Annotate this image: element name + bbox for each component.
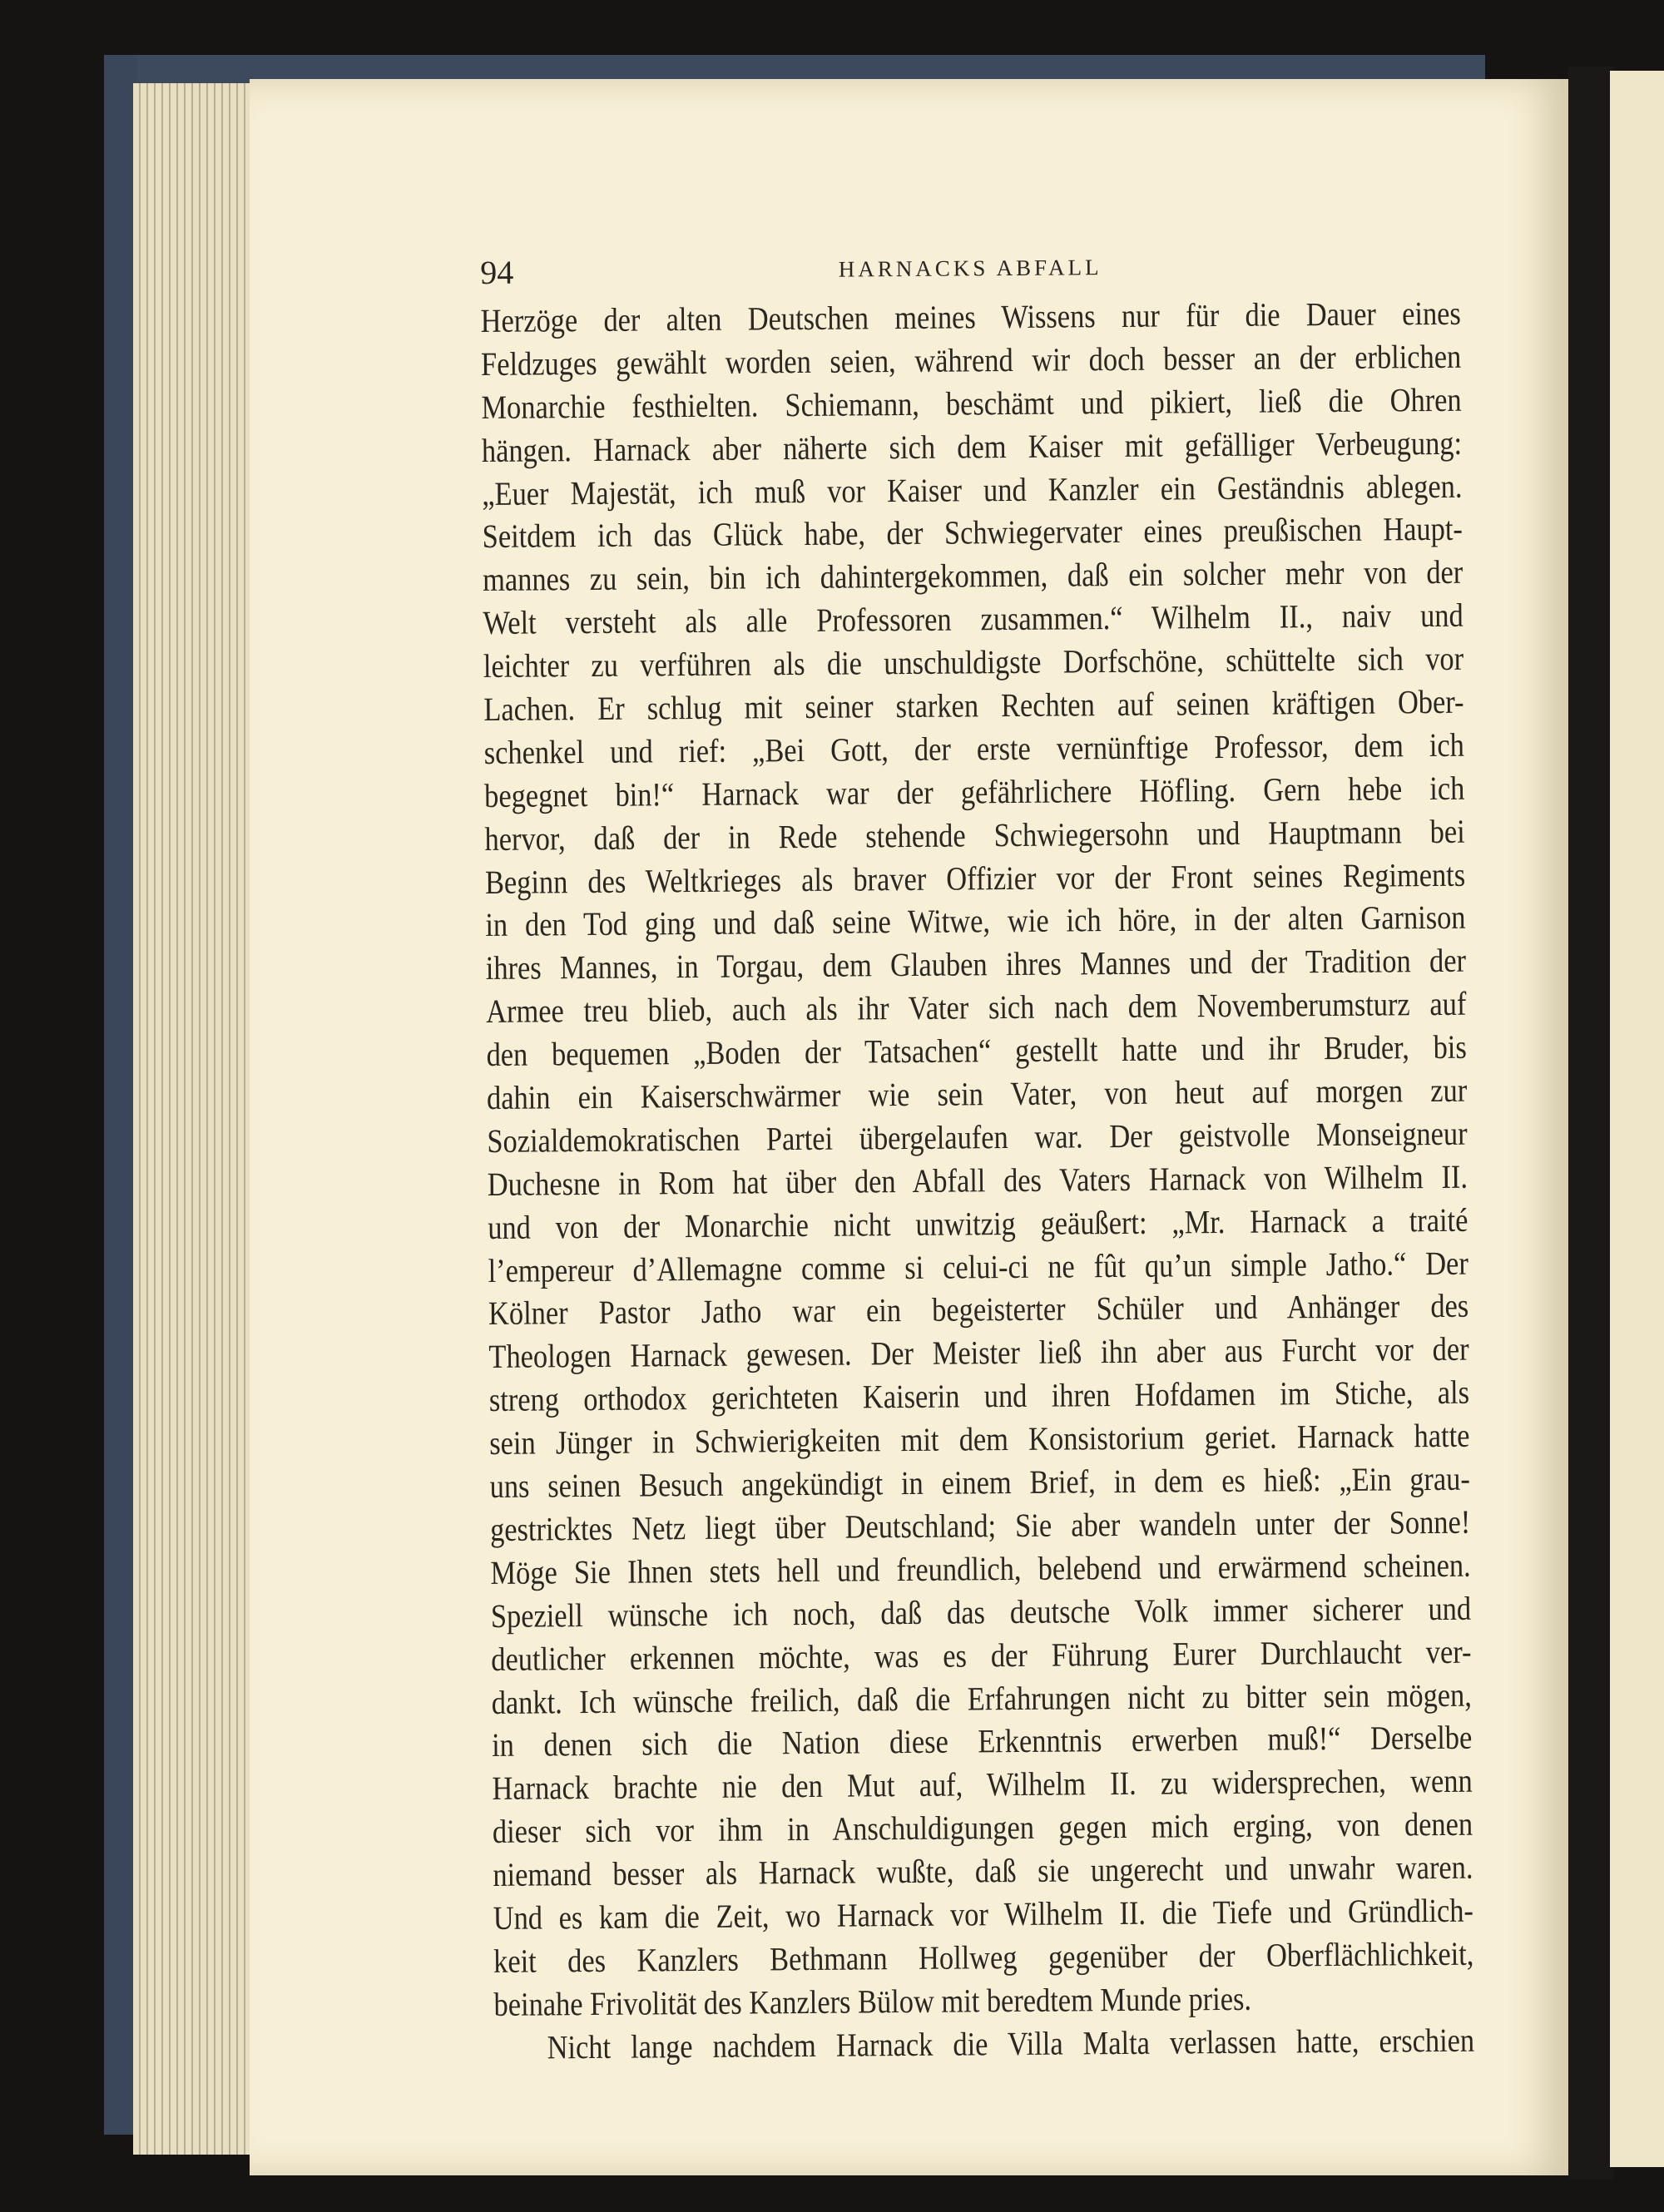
text-line: dankt. Ich wünsche freilich, daß die Erfahrungen nicht zu bitter sein mögen, [491,1675,1473,1721]
text-line: Herzöge der alten Deutschen meines Wissens nur für die Dauer eines [480,294,1462,339]
text-line: Kölner Pastor Jatho war ein begeisterter Schüler und Anhänger des [488,1287,1469,1333]
text-line: Harnack brachte nie den Mut auf, Wilhelm II. zu widersprechen, wenn [492,1761,1473,1808]
text-line: mannes zu sein, bin ich dahintergekommen, daß ein solcher mehr von der [482,553,1463,599]
text-line: und von der Monarchie nicht unwitzig geäußert: „Mr. Harnack a traité [488,1200,1468,1246]
running-title: HARNACKS ABFALL [838,255,1102,282]
page-header [480,242,1460,299]
text-line: begegnet bin!“ Harnack war der gefährlichere Höfling. Gern hebe ich [483,769,1465,814]
book-cover-spine-edge [104,55,137,2135]
text-line: niemand besser als Harnack wußte, daß sie ungerecht und unwahr waren. [493,1848,1473,1894]
text-line: leichter zu verführen als die unschuldigste Dorfschöne, schüttelte sich vor [483,639,1464,685]
text-line: Lachen. Er schlug mit seiner starken Rechten auf seinen kräftigen Ober- [483,682,1464,728]
text-line: Beginn des Weltkrieges als braver Offizier vor der Front seines Regiments [484,855,1466,901]
text-line: Armee treu blieb, auch als ihr Vater sich nach dem Novemberumsturz auf [486,984,1467,1031]
text-line: dahin ein Kaiserschwärmer wie sein Vater, von heut auf morgen zur [486,1071,1468,1116]
text-line: hervor, daß der in Rede stehende Schwiegersohn und Hauptmann bei [484,812,1465,858]
text-line: den bequemen „Boden der Tatsachen“ gestellt hatte und ihr Bruder, bis [486,1027,1467,1074]
text-line: hängen. Harnack aber näherte sich dem Kaiser mit gefälliger Verbeugung: [481,423,1463,469]
page-number: 94 [480,253,514,291]
text-line: deutlicher erkennen möchte, was es der Führung Eurer Durchlaucht ver- [491,1632,1472,1678]
text-line: ihres Mannes, in Torgau, dem Glauben ihres Mannes und der Tradition der [485,942,1467,987]
text-line: gestricktes Netz liegt über Deutschland; Sie aber wandeln unter der Sonne! [489,1502,1471,1548]
text-line: Sozialdemokratischen Partei übergelaufen war. Der geistvolle Monseigneur [487,1114,1468,1160]
text-line: Welt versteht als alle Professoren zusammen.“ Wilhelm II., naiv und [483,596,1463,642]
text-line: beinahe Frivolität des Kanzlers Bülow mit beredtem Munde pries. [493,1979,1252,2023]
text-line: in denen sich die Nation diese Erkenntnis erwerben muß!“ Derselbe [491,1719,1473,1764]
text-line: dieser sich vor ihm in Anschuldigungen gegen mich erging, von denen [492,1804,1473,1851]
text-line: Speziell wünsche ich noch, daß das deutsche Volk immer sicherer und [490,1589,1472,1635]
text-line: Duchesne in Rom hat über den Abfall des Vaters Harnack von Wilhelm II. [487,1157,1468,1203]
text-line: Monarchie festhielten. Schiemann, beschämt und pikiert, ließ die Ohren [481,380,1462,426]
text-line: sein Jünger in Schwierigkeiten mit dem Konsistorium geriet. Harnack hatte [489,1416,1470,1462]
page-content [480,240,1634,2069]
text-line: Möge Sie Ihnen stets hell und freundlich, belebend und erwärmend scheinen. [490,1546,1471,1591]
text-line: in den Tod ging und daß seine Witwe, wie ich höre, in der alten Garnison [485,898,1466,944]
body-text [480,292,1474,2070]
text-line: „Euer Majestät, ich muß vor Kaiser und Kanzler ein Geständnis ablegen. [482,467,1463,512]
text-line: uns seinen Besuch angekündigt in einem Brief, in dem es hieß: „Ein grau- [489,1459,1471,1506]
text-line: streng orthodox gerichteten Kaiserin und ihren Hofdamen im Stiche, als [488,1373,1470,1419]
text-line: Seitdem ich das Glück habe, der Schwiegervater eines preußischen Haupt- [482,510,1463,556]
text-line: Theologen Harnack gewesen. Der Meister ließ ihn aber aus Furcht vor der [488,1330,1469,1376]
text-line: l’empereur d’Allemagne comme si celui-ci ne fût qu’un simple Jatho.“ Der [488,1244,1468,1289]
text-line: keit des Kanzlers Bethmann Hollweg gegenüber der Oberflächlichkeit, [493,1934,1474,1980]
page-stack-edges [133,83,258,2155]
text-line: schenkel und rief: „Bei Gott, der erste vernünftige Professor, dem ich [483,725,1465,771]
text-line: Feldzuges gewählt worden seien, während wir doch besser an der erblichen [480,337,1462,383]
text-line: Und es kam die Zeit, wo Harnack vor Wilhelm II. die Tiefe und Gründlich- [493,1891,1474,1937]
text-line: Nicht lange nachdem Harnack die Villa Malta verlassen hatte, erschien [547,2021,1475,2066]
